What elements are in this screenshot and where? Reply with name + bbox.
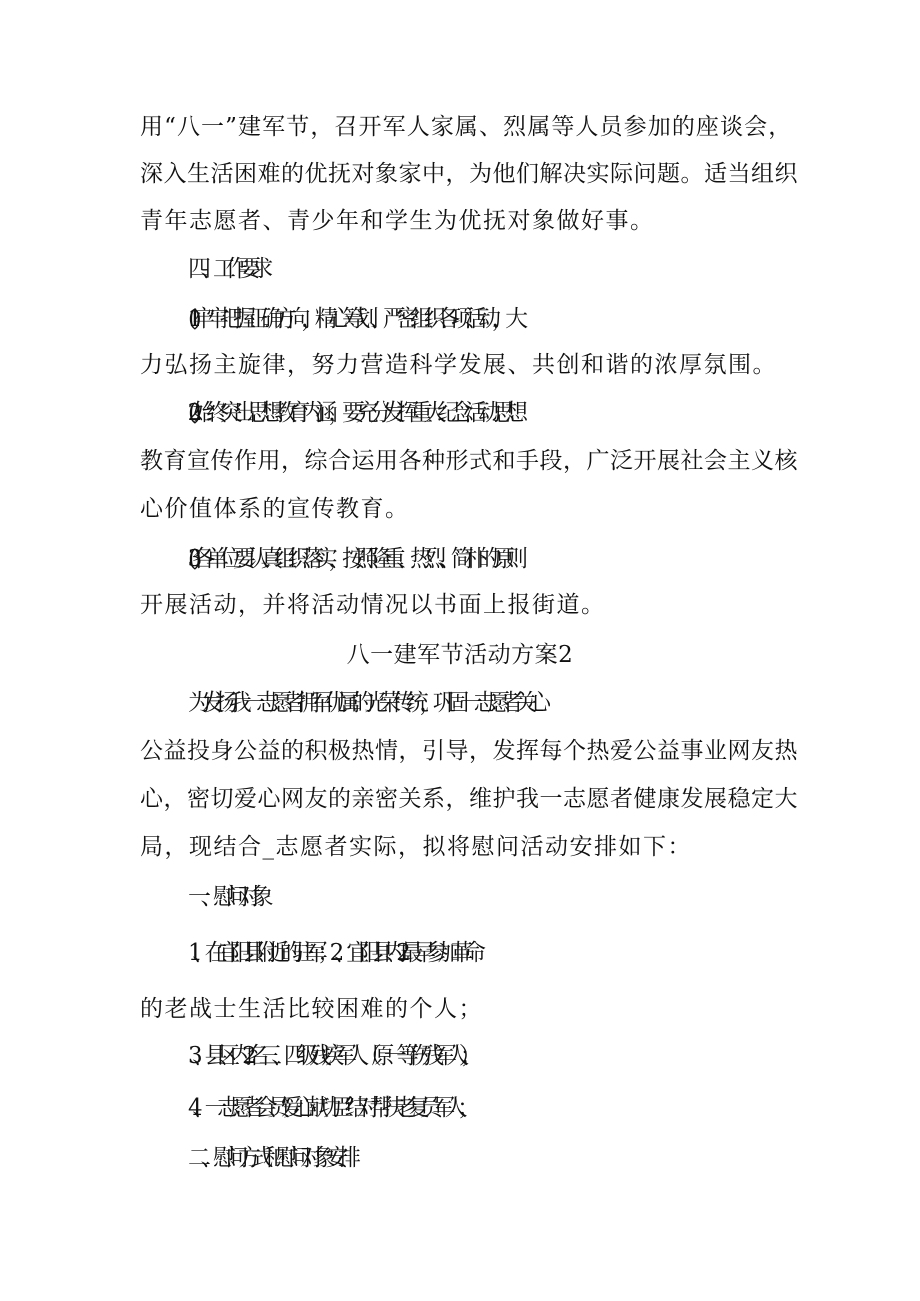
paragraph-start: (2)始终突出思想教育内涵，要充分发挥重大纪念活动思想 — [188, 400, 519, 426]
text-line: 公益投身公益的积极热情，引导，发挥每个热爱公益事业网友热 — [140, 738, 798, 764]
section-title: 八一建军节活动方案2 — [346, 642, 574, 668]
text-line: 的老战士生活比较困难的个人； — [140, 996, 483, 1022]
text-line: 青年志愿者、青少年和学生为优抚对象做好事。 — [140, 208, 655, 234]
section-heading: 四、工作要求 — [188, 256, 263, 282]
text-line: 开展活动，并将活动情况以书面上报街道。 — [140, 592, 606, 618]
list-item: 3、县区内2名三、四级残疾军人（原一等伤残军人）； — [188, 1043, 473, 1069]
paragraph-start: (1)牢牢把握正确方向，精心筹划、严密组织各项活动，大 — [188, 306, 519, 332]
list-item: 1、在宜阳县附近的驻军；2、宜阳县内2最早参加革命 — [188, 940, 476, 966]
paragraph-start: (3)各单位要认真组织落实，按照隆重、热烈、简朴的原则 — [188, 546, 519, 572]
section-heading: 一、慰问对象 — [188, 884, 263, 910]
text-line: 力弘扬主旋律，努力营造科学发展、共创和谐的浓厚氛围。 — [140, 352, 777, 378]
text-line: 心价值体系的宣传教育。 — [140, 496, 410, 522]
text-line: 局，现结合_志愿者实际，拟将慰问活动安排如下： — [140, 834, 692, 860]
paragraph-start: 为发扬我一志愿者拥军优属的光荣传统，巩固一志愿者关心 — [188, 690, 542, 716]
text-line: 心，密切爱心网友的亲密关系，维护我一志愿者健康发展稳定大 — [140, 786, 798, 812]
text-line: 教育宣传作用，综合运用各种形式和手段，广泛开展社会主义核 — [140, 448, 798, 474]
text-line: 深入生活困难的优抚对象家中，为他们解决实际问题。适当组织 — [140, 161, 798, 187]
text-line: 用“八一”建军节，召开军人家属、烈属等人员参加的座谈会， — [140, 114, 793, 140]
list-item: 4、一志愿者会员“爱心献功臣”结对帮扶老复员军人； — [188, 1095, 470, 1121]
section-heading: 二、慰问方式和慰问对象安排 — [188, 1145, 351, 1171]
